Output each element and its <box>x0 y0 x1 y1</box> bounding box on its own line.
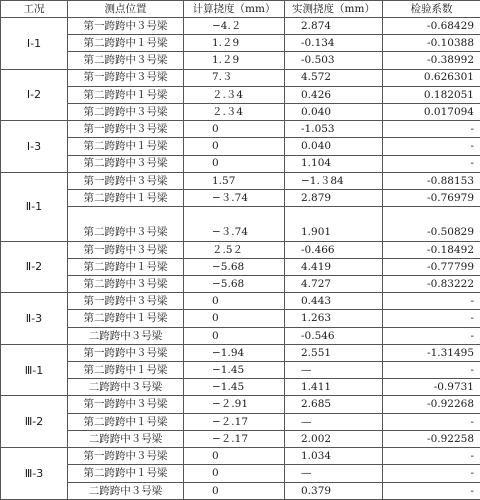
calculated-cell: ２.３4 <box>184 86 285 103</box>
measured-cell: 0.040 <box>285 104 383 121</box>
table-row <box>1 190 480 207</box>
measured-cell: 4.419 <box>285 258 383 275</box>
coefficient-cell: 0.182051 <box>383 86 480 103</box>
calculated-cell: 0 <box>184 293 285 310</box>
header-case: 工况 <box>1 1 68 18</box>
calculated-cell: 1.２9 <box>184 52 285 69</box>
coefficient-cell: -0.76979 <box>383 190 480 207</box>
measured-cell: -0.134 <box>285 35 383 52</box>
table-row <box>1 18 480 35</box>
measured-cell: −1.３84 <box>285 172 383 189</box>
coefficient-cell: -0.92268 <box>383 396 480 413</box>
measured-cell: 0.040 <box>285 138 383 155</box>
calculated-cell: 0 <box>184 448 285 465</box>
header-coefficient: 检验系数 <box>383 1 480 18</box>
table-row <box>1 276 480 293</box>
measured-cell: 1.901 <box>285 207 383 241</box>
coefficient-cell: - <box>383 448 480 465</box>
case-cell: Ⅱ-2 <box>1 241 68 293</box>
measured-cell: 2.551 <box>285 344 383 361</box>
calculated-cell: ２.5２ <box>184 241 285 258</box>
position-cell: 第二跨跨中１号梁 <box>68 465 184 482</box>
position-cell: 第二跨跨中３号梁 <box>68 276 184 293</box>
position-cell: 第二跨跨中３号梁 <box>68 155 184 172</box>
table-row <box>1 52 480 69</box>
measured-cell: 4.572 <box>285 69 383 86</box>
measured-cell: 1.034 <box>285 448 383 465</box>
coefficient-cell: -0.50829 <box>383 207 480 241</box>
position-cell: 第一跨跨中３号梁 <box>68 18 184 35</box>
calculated-cell: −4.２ <box>184 18 285 35</box>
calculated-cell: ２.３4 <box>184 104 285 121</box>
case-cell: Ⅰ-1 <box>1 18 68 70</box>
measured-cell: 0.426 <box>285 86 383 103</box>
measured-cell: 0.379 <box>285 482 383 500</box>
table-row <box>1 379 480 396</box>
measured-cell: -1.053 <box>285 121 383 138</box>
measured-cell: 2.002 <box>285 430 383 447</box>
measured-cell: 2.874 <box>285 18 383 35</box>
calculated-cell: −３.74 <box>184 207 285 241</box>
coefficient-cell: - <box>383 121 480 138</box>
table-row <box>1 310 480 327</box>
coefficient-cell: -0.92258 <box>383 430 480 447</box>
case-cell: Ⅱ-3 <box>1 293 68 345</box>
table-body <box>1 18 480 500</box>
header-position: 测点位置 <box>68 1 184 18</box>
table-row <box>1 241 480 258</box>
measured-cell: 1.263 <box>285 310 383 327</box>
table-row <box>1 86 480 103</box>
table-row <box>1 138 480 155</box>
position-cell: 第二跨跨中１号梁 <box>68 35 184 52</box>
measured-cell: 2.879 <box>285 190 383 207</box>
calculated-cell: −1.94 <box>184 344 285 361</box>
coefficient-cell: -0.83222 <box>383 276 480 293</box>
calculated-cell: 0 <box>184 327 285 344</box>
position-cell: 第二跨跨中１号梁 <box>68 258 184 275</box>
measured-cell: 2.685 <box>285 396 383 413</box>
measured-cell: -0.546 <box>285 327 383 344</box>
table-row <box>1 327 480 344</box>
coefficient-cell: -0.68429 <box>383 18 480 35</box>
position-cell: 二跨跨中３号梁 <box>68 482 184 500</box>
coefficient-cell: - <box>383 362 480 379</box>
table-row <box>1 104 480 121</box>
calculated-cell: −３.74 <box>184 190 285 207</box>
table-row <box>1 448 480 465</box>
header-row <box>1 1 480 18</box>
calculated-cell: 7.３ <box>184 69 285 86</box>
position-cell: 第一跨跨中３号梁 <box>68 69 184 86</box>
table-row <box>1 35 480 52</box>
position-cell: 二跨跨中３号梁 <box>68 430 184 447</box>
calculated-cell: −２.17 <box>184 413 285 430</box>
case-cell: Ⅱ-1 <box>1 172 68 241</box>
calculated-cell: 1.２9 <box>184 35 285 52</box>
position-cell: 第二跨跨中１号梁 <box>68 138 184 155</box>
position-cell: 第二跨跨中１号梁 <box>68 310 184 327</box>
coefficient-cell: -1.31495 <box>383 344 480 361</box>
calculated-cell: −２.17 <box>184 430 285 447</box>
measured-cell: -0.503 <box>285 52 383 69</box>
coefficient-cell: - <box>383 138 480 155</box>
table-row <box>1 465 480 482</box>
position-cell: 第一跨跨中３号梁 <box>68 241 184 258</box>
table-row <box>1 121 480 138</box>
coefficient-cell: 0.017094 <box>383 104 480 121</box>
measured-cell: 4.727 <box>285 276 383 293</box>
position-cell: 第二跨跨中３号梁 <box>68 104 184 121</box>
case-cell: Ⅰ-2 <box>1 69 68 121</box>
coefficient-cell: - <box>383 465 480 482</box>
position-cell: 第二跨跨中１号梁 <box>68 190 184 207</box>
measured-cell: -0.466 <box>285 241 383 258</box>
position-cell: 第一跨跨中３号梁 <box>68 344 184 361</box>
table-row <box>1 69 480 86</box>
calculated-cell: 0 <box>184 155 285 172</box>
calculated-cell: 0 <box>184 482 285 500</box>
position-cell: 第二跨跨中３号梁 <box>68 207 184 241</box>
calculated-cell: 1.57 <box>184 172 285 189</box>
position-cell: 第一跨跨中３号梁 <box>68 448 184 465</box>
measured-cell: 1.411 <box>285 379 383 396</box>
table-row <box>1 482 480 500</box>
table-row <box>1 362 480 379</box>
coefficient-cell: - <box>383 482 480 500</box>
coefficient-cell: - <box>383 413 480 430</box>
position-cell: 第二跨跨中３号梁 <box>68 52 184 69</box>
coefficient-cell: - <box>383 327 480 344</box>
calculated-cell: 0 <box>184 121 285 138</box>
table-row <box>1 155 480 172</box>
position-cell: 二跨跨中３号梁 <box>68 379 184 396</box>
case-cell: Ⅲ-1 <box>1 344 68 396</box>
table-row <box>1 413 480 430</box>
table-row <box>1 172 480 189</box>
coefficient-cell: 0.626301 <box>383 69 480 86</box>
coefficient-cell: - <box>383 310 480 327</box>
calculated-cell: −1.45 <box>184 362 285 379</box>
coefficient-cell: -0.77799 <box>383 258 480 275</box>
case-cell: Ⅲ-3 <box>1 448 68 500</box>
measured-cell: — <box>285 413 383 430</box>
coefficient-cell: - <box>383 155 480 172</box>
calculated-cell: 0 <box>184 465 285 482</box>
table-row <box>1 293 480 310</box>
table-row <box>1 396 480 413</box>
position-cell: 第一跨跨中３号梁 <box>68 121 184 138</box>
calculated-cell: −5.68 <box>184 258 285 275</box>
header-measured: 实测挠度（mm） <box>285 1 383 18</box>
calculated-cell: −5.68 <box>184 276 285 293</box>
header-calculated: 计算挠度（mm） <box>184 1 285 18</box>
case-cell: Ⅲ-2 <box>1 396 68 448</box>
coefficient-cell: -0.38992 <box>383 52 480 69</box>
coefficient-cell: -0.88153 <box>383 172 480 189</box>
position-cell: 第一跨跨中３号梁 <box>68 396 184 413</box>
position-cell: 第一跨跨中３号梁 <box>68 172 184 189</box>
calculated-cell: 0 <box>184 310 285 327</box>
position-cell: 二跨跨中３号梁 <box>68 327 184 344</box>
coefficient-cell: -0.18492 <box>383 241 480 258</box>
coefficient-cell: - <box>383 293 480 310</box>
measured-cell: — <box>285 362 383 379</box>
position-cell: 第二跨跨中１号梁 <box>68 413 184 430</box>
table-row <box>1 344 480 361</box>
table-row <box>1 207 480 241</box>
position-cell: 第二跨跨中１号梁 <box>68 362 184 379</box>
measured-cell: 1.104 <box>285 155 383 172</box>
position-cell: 第一跨跨中３号梁 <box>68 293 184 310</box>
table-row <box>1 258 480 275</box>
calculated-cell: 0 <box>184 138 285 155</box>
measured-cell: — <box>285 465 383 482</box>
case-cell: Ⅰ-3 <box>1 121 68 173</box>
coefficient-cell: -0.9731 <box>383 379 480 396</box>
table-row <box>1 430 480 447</box>
calculated-cell: −２.91 <box>184 396 285 413</box>
measured-cell: 0.443 <box>285 293 383 310</box>
position-cell: 第二跨跨中１号梁 <box>68 86 184 103</box>
calculated-cell: −1.45 <box>184 379 285 396</box>
coefficient-cell: -0.10388 <box>383 35 480 52</box>
